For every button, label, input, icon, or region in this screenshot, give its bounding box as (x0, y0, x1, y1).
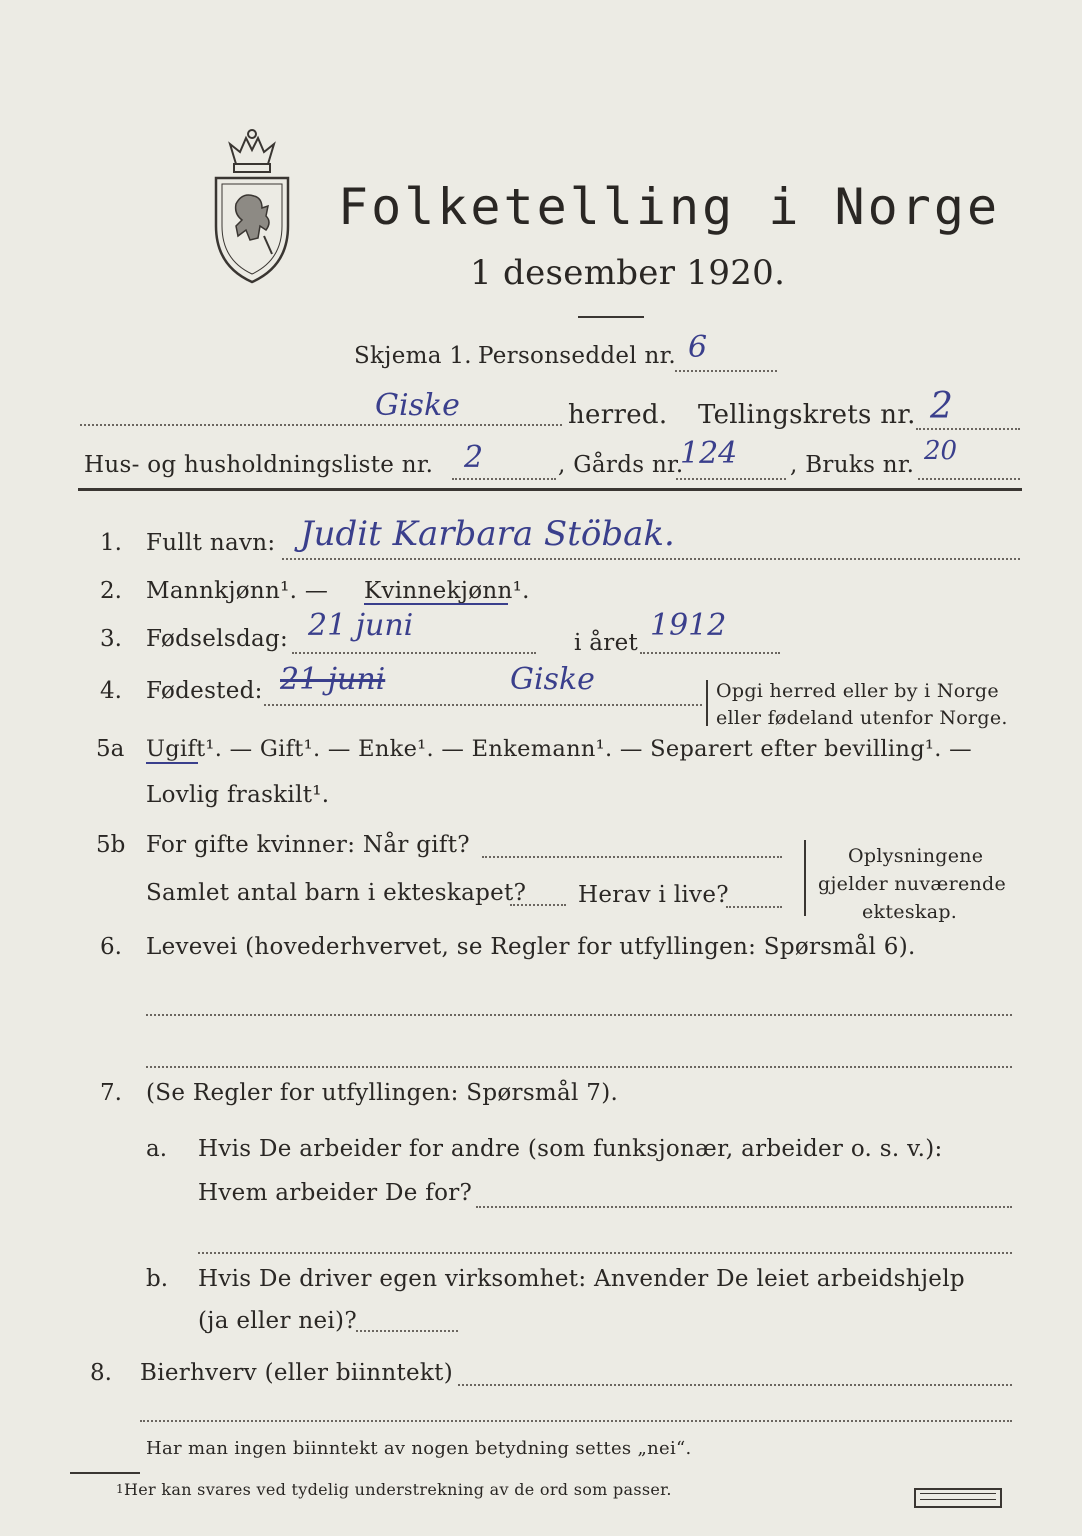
q2-male: Mannkjønn¹. — (146, 578, 329, 604)
q7a-line1: Hvis De arbeider for andre (som funksjonær, arbeider o. s. v.): (198, 1136, 943, 1162)
q5b-number: 5b (96, 832, 126, 858)
husholdning-label: Hus- og husholdningsliste nr. (84, 452, 434, 478)
q5b-note2: gjelder nuværende (818, 873, 1007, 895)
q5b-note1: Oplysningene (848, 845, 984, 867)
husholdning-value: 2 (464, 440, 484, 475)
q3-line (292, 652, 536, 654)
q4-label: Fødested: (146, 678, 263, 704)
ugift-underline (146, 762, 198, 764)
q7b-line1: Hvis De driver egen virksomhet: Anvender De leiet arbeidshjelp (198, 1266, 965, 1292)
footer-note: Har man ingen biinntekt av nogen betydning settes „nei“. (146, 1438, 692, 1459)
q8-line1 (458, 1384, 1012, 1386)
full-name-value: Judit Karbara Stöbak. (300, 514, 675, 554)
q7b-line2-fill (356, 1330, 458, 1332)
q4-line (264, 704, 702, 706)
q1-number: 1. (100, 530, 122, 556)
q6-line1 (146, 1014, 1012, 1016)
q4-brace (706, 680, 708, 726)
herred-line (80, 424, 562, 426)
q7b-line2: (ja eller nei)? (198, 1308, 357, 1334)
q8-line2 (140, 1420, 1012, 1422)
bruks-label: , Bruks nr. (790, 452, 915, 478)
q5b-note3: ekteskap. (862, 901, 958, 923)
section-rule (78, 488, 1022, 491)
q5b-line2b: Herav i live? (578, 882, 729, 908)
divider (578, 316, 644, 318)
tellingskrets-value: 2 (930, 386, 953, 427)
herred-label: herred. (568, 400, 668, 430)
q6-line2 (146, 1066, 1012, 1068)
birthplace-value: Giske (510, 662, 595, 697)
q5a-number: 5a (96, 736, 125, 762)
q5b-line1: For gifte kvinner: Når gift? (146, 832, 470, 858)
bruks-value: 20 (924, 436, 958, 466)
q7a-letter: a. (146, 1136, 168, 1162)
q2-female: Kvinnekjønn¹. (364, 578, 530, 604)
husholdning-line (452, 478, 556, 480)
gards-label: , Gårds nr. (558, 452, 684, 478)
herred-value: Giske (375, 388, 460, 423)
birthday-value: 21 juni (308, 608, 414, 643)
q3-year-line (640, 652, 780, 654)
q7b-letter: b. (146, 1266, 169, 1292)
q6-label: Levevei (hovederhvervet, se Regler for utfyllingen: Spørsmål 6). (146, 934, 916, 960)
printer-stamp-icon (914, 1488, 1002, 1508)
q1-line (282, 558, 1020, 560)
q3-year-label: i året (574, 630, 639, 656)
q5a-line1: Ugift¹. — Gift¹. — Enke¹. — Enkemann¹. — Separert efter bevilling¹. — (146, 736, 972, 762)
q5b-line2a: Samlet antal barn i ekteskapet? (146, 880, 527, 906)
q3-number: 3. (100, 626, 122, 652)
q7-number: 7. (100, 1080, 122, 1106)
q5b-line1-fill (482, 856, 782, 858)
q5a-line2: Lovlig fraskilt¹. (146, 782, 330, 808)
tellingskrets-label: Tellingskrets nr. (698, 400, 916, 430)
q5b-brace (804, 840, 806, 916)
coat-of-arms-icon (206, 126, 298, 286)
q4-note-line1: Opgi herred eller by i Norge (716, 680, 999, 702)
page-title: Folketelling i Norge (338, 178, 1001, 236)
q4-number: 4. (100, 678, 122, 704)
q6-number: 6. (100, 934, 122, 960)
tellingskrets-line (916, 428, 1020, 430)
q2-number: 2. (100, 578, 122, 604)
q4-note-line2: eller fødeland utenfor Norge. (716, 707, 1008, 729)
bruks-line (918, 478, 1020, 480)
q3-label: Fødselsdag: (146, 626, 289, 652)
personseddel-label: Personseddel nr. (478, 343, 677, 369)
personseddel-value: 6 (688, 330, 708, 365)
personseddel-line (675, 370, 777, 372)
footnote-text: Her kan svares ved tydelig understrekning av de ord som passer. (124, 1480, 672, 1499)
footnote-rule (70, 1472, 140, 1474)
gards-value: 124 (680, 436, 738, 471)
q5b-line2a-fill (510, 904, 566, 906)
census-date: 1 desember 1920. (470, 253, 786, 293)
q7a-line2: Hvem arbeider De for? (198, 1180, 473, 1206)
female-underline (364, 603, 508, 605)
q8-label: Bierhverv (eller biinntekt) (140, 1360, 453, 1386)
q5b-line2b-fill (726, 906, 782, 908)
q7a-line3-fill (198, 1252, 1012, 1254)
gards-line (676, 478, 786, 480)
q1-label: Fullt navn: (146, 530, 276, 556)
schema-label: Skjema 1. (354, 343, 472, 369)
q8-number: 8. (90, 1360, 112, 1386)
q7-label: (Se Regler for utfyllingen: Spørsmål 7). (146, 1080, 619, 1106)
footnote-number: 1 (116, 1482, 124, 1496)
birthplace-struck-value: 21 juni (280, 662, 386, 697)
birth-year-value: 1912 (650, 608, 727, 643)
q7a-line2-fill (476, 1206, 1012, 1208)
